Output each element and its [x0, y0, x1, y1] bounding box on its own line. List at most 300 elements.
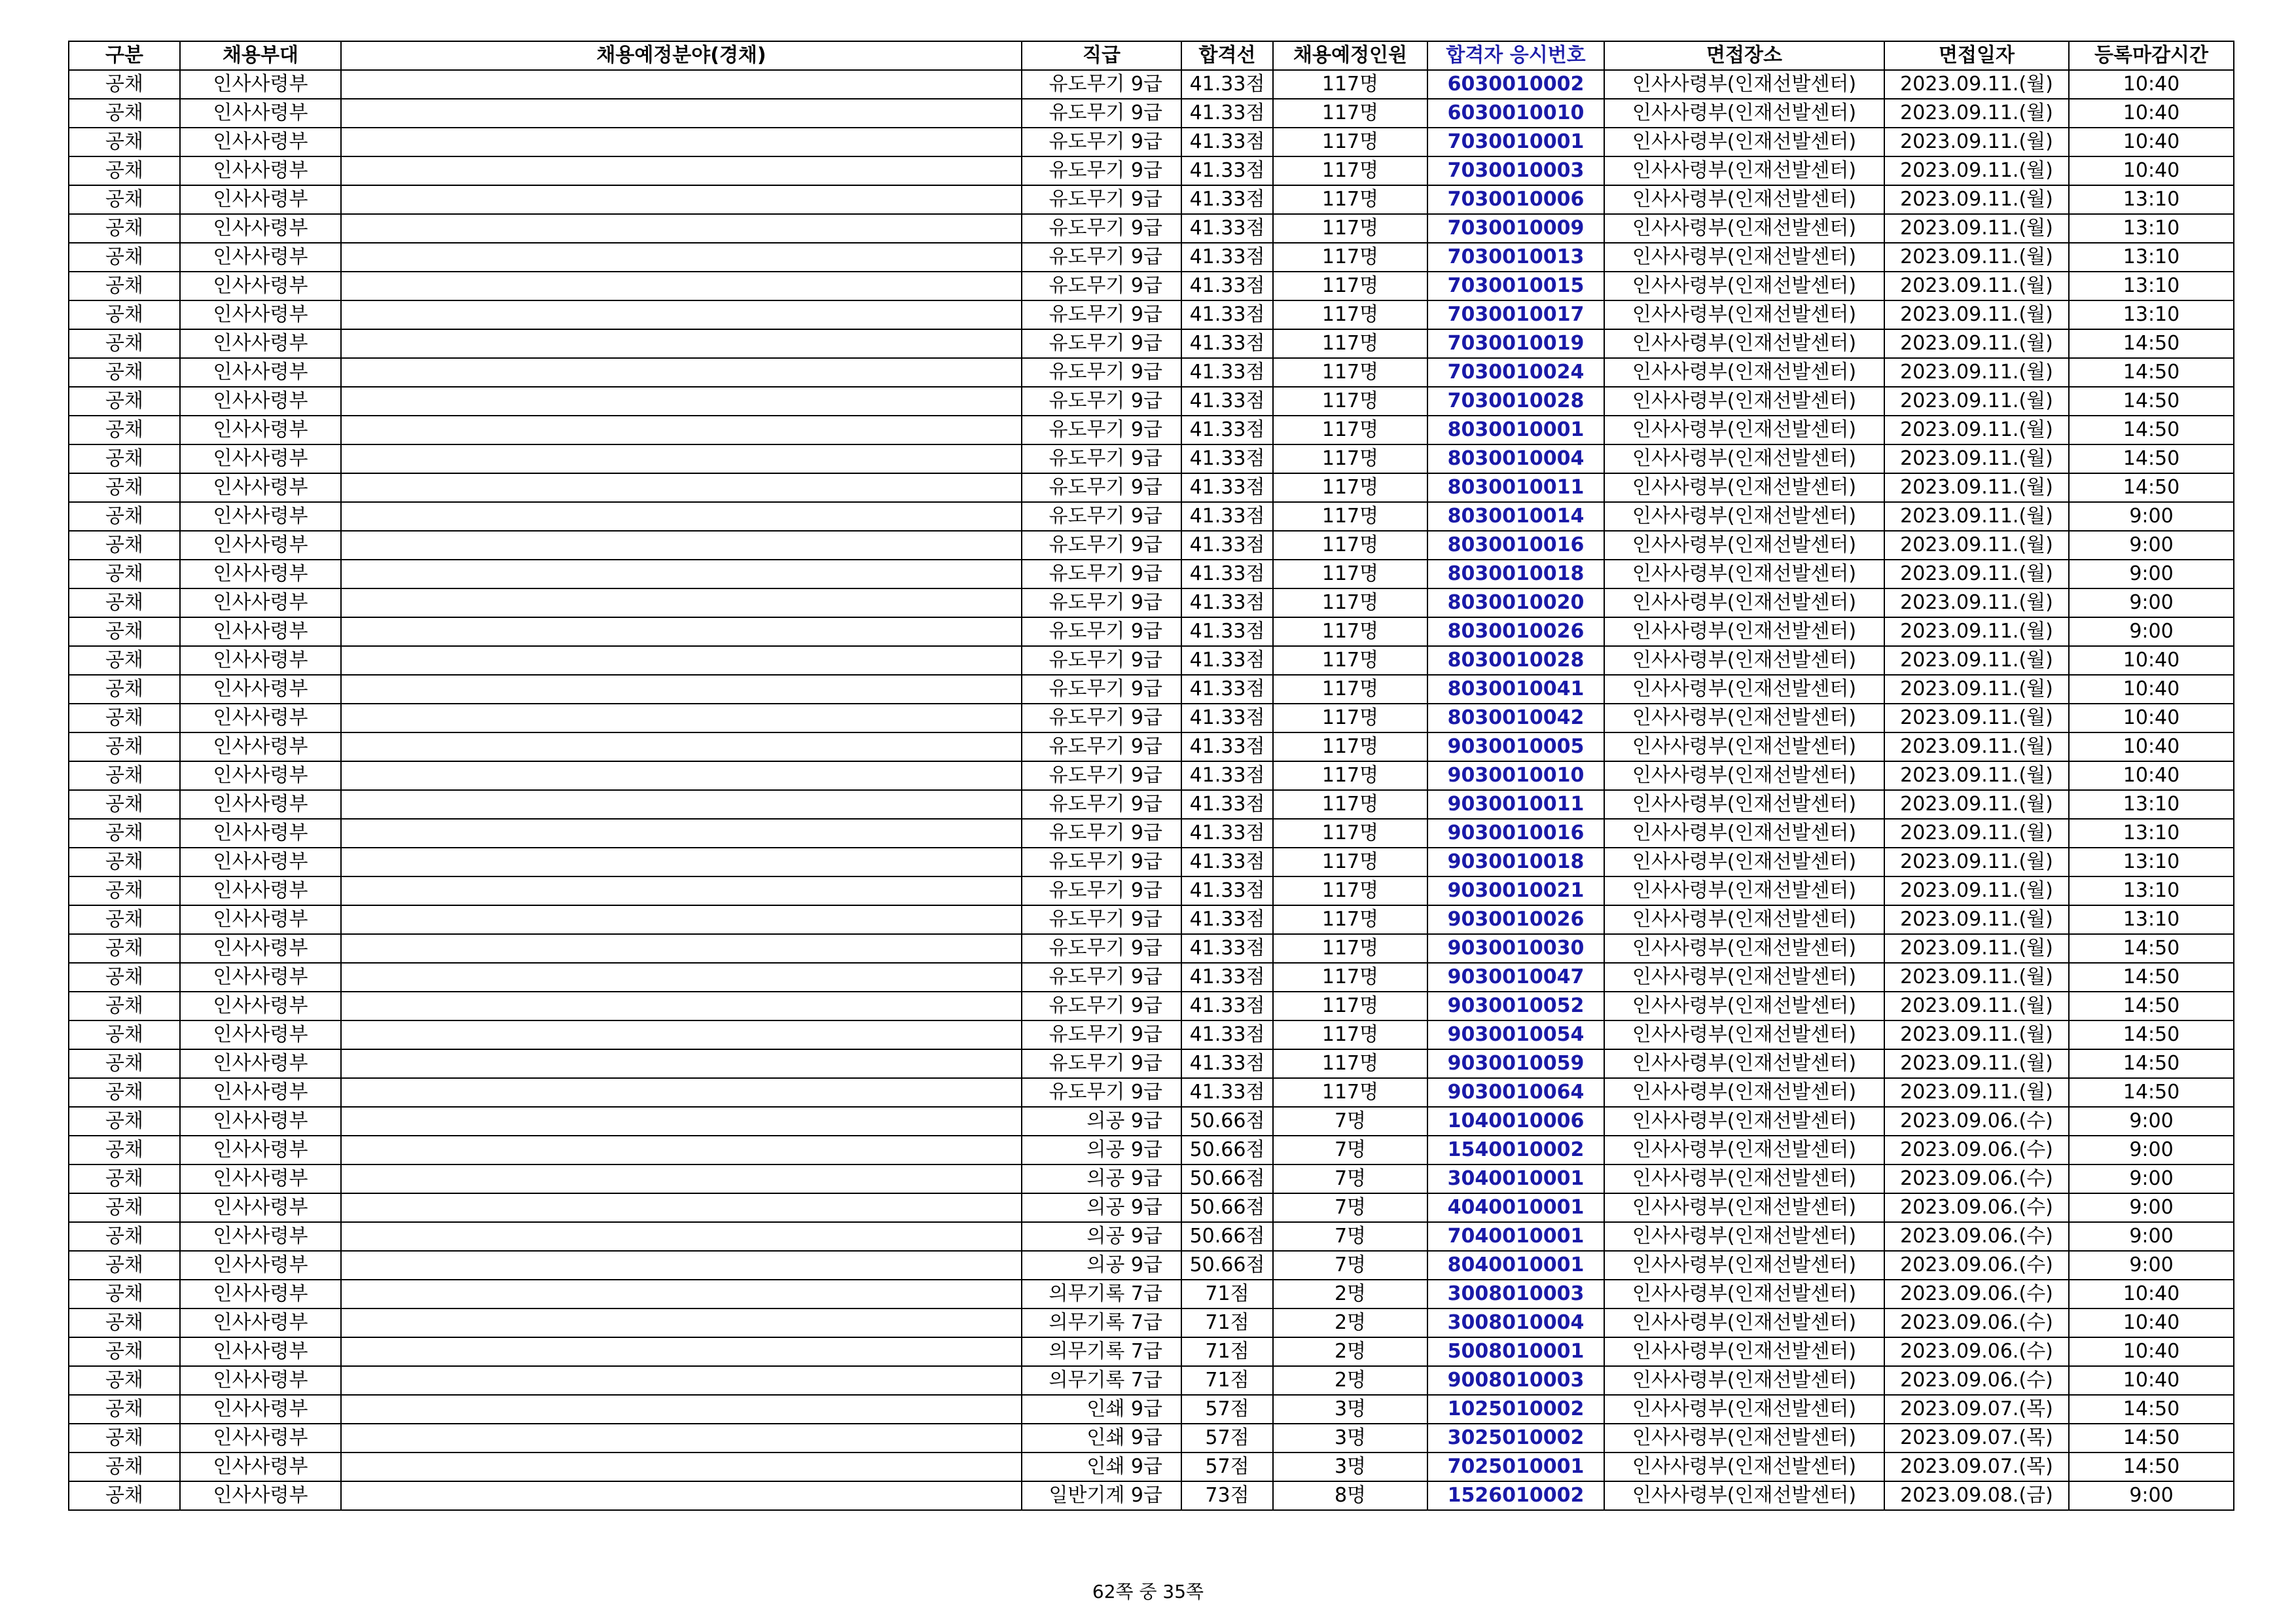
- date-cell: 2023.09.06.(수): [1884, 1164, 2069, 1193]
- location-cell: 인사사령부(인재선발센터): [1604, 1222, 1884, 1251]
- location-cell: 인사사령부(인재선발센터): [1604, 646, 1884, 675]
- grade-cell: 유도무기 9급: [1022, 992, 1181, 1020]
- exam-number-cell: 7030010019: [1427, 329, 1604, 358]
- exam-number-cell: 9030010052: [1427, 992, 1604, 1020]
- unit-cell: 인사사령부: [180, 387, 341, 416]
- unit-cell: 인사사령부: [180, 473, 341, 502]
- field-cell: [341, 560, 1022, 588]
- date-cell: 2023.09.11.(월): [1884, 444, 2069, 473]
- deadline-cell: 9:00: [2069, 560, 2234, 588]
- type-cell: 공채: [69, 992, 180, 1020]
- exam-number-cell: 9030010011: [1427, 790, 1604, 819]
- date-cell: 2023.09.11.(월): [1884, 1020, 2069, 1049]
- type-cell: 공채: [69, 732, 180, 761]
- field-cell: [341, 1222, 1022, 1251]
- headcount-cell: 117명: [1273, 646, 1427, 675]
- exam-number-cell: 8030010011: [1427, 473, 1604, 502]
- grade-cell: 유도무기 9급: [1022, 531, 1181, 560]
- location-cell: 인사사령부(인재선발센터): [1604, 531, 1884, 560]
- headcount-cell: 117명: [1273, 416, 1427, 444]
- field-cell: [341, 1453, 1022, 1481]
- exam-number-cell: 7030010009: [1427, 214, 1604, 243]
- exam-number-cell: 7040010001: [1427, 1222, 1604, 1251]
- cutoff-cell: 41.33점: [1181, 329, 1273, 358]
- table-row: [69, 617, 2234, 646]
- exam-number-cell: 8040010001: [1427, 1251, 1604, 1280]
- exam-number-cell: 7025010001: [1427, 1453, 1604, 1481]
- cutoff-cell: 41.33점: [1181, 214, 1273, 243]
- grade-cell: 유도무기 9급: [1022, 588, 1181, 617]
- unit-cell: 인사사령부: [180, 704, 341, 732]
- field-cell: [341, 704, 1022, 732]
- type-cell: 공채: [69, 617, 180, 646]
- exam-number-cell: 7030010017: [1427, 300, 1604, 329]
- col-header-exam-number: 합격자 응시번호: [1427, 41, 1604, 70]
- headcount-cell: 117명: [1273, 732, 1427, 761]
- headcount-cell: 117명: [1273, 300, 1427, 329]
- grade-cell: 유도무기 9급: [1022, 963, 1181, 992]
- location-cell: 인사사령부(인재선발센터): [1604, 128, 1884, 156]
- deadline-cell: 13:10: [2069, 300, 2234, 329]
- headcount-cell: 2명: [1273, 1337, 1427, 1366]
- grade-cell: 유도무기 9급: [1022, 1020, 1181, 1049]
- headcount-cell: 7명: [1273, 1136, 1427, 1164]
- location-cell: 인사사령부(인재선발센터): [1604, 300, 1884, 329]
- headcount-cell: 2명: [1273, 1308, 1427, 1337]
- grade-cell: 유도무기 9급: [1022, 876, 1181, 905]
- unit-cell: 인사사령부: [180, 243, 341, 272]
- type-cell: 공채: [69, 1078, 180, 1107]
- grade-cell: 의무기록 7급: [1022, 1366, 1181, 1395]
- date-cell: 2023.09.11.(월): [1884, 387, 2069, 416]
- type-cell: 공채: [69, 243, 180, 272]
- headcount-cell: 117명: [1273, 185, 1427, 214]
- deadline-cell: 10:40: [2069, 646, 2234, 675]
- location-cell: 인사사령부(인재선발센터): [1604, 963, 1884, 992]
- grade-cell: 유도무기 9급: [1022, 1049, 1181, 1078]
- cutoff-cell: 41.33점: [1181, 963, 1273, 992]
- date-cell: 2023.09.11.(월): [1884, 1078, 2069, 1107]
- table-row: [69, 588, 2234, 617]
- exam-number-cell: 7030010013: [1427, 243, 1604, 272]
- deadline-cell: 9:00: [2069, 1107, 2234, 1136]
- headcount-cell: 117명: [1273, 243, 1427, 272]
- exam-number-cell: 8030010016: [1427, 531, 1604, 560]
- table-row: [69, 1280, 2234, 1308]
- cutoff-cell: 41.33점: [1181, 272, 1273, 300]
- col-header-cutoff: 합격선: [1181, 41, 1273, 70]
- exam-number-cell: 7030010024: [1427, 358, 1604, 387]
- deadline-cell: 9:00: [2069, 1164, 2234, 1193]
- grade-cell: 유도무기 9급: [1022, 704, 1181, 732]
- deadline-cell: 10:40: [2069, 761, 2234, 790]
- location-cell: 인사사령부(인재선발센터): [1604, 560, 1884, 588]
- field-cell: [341, 99, 1022, 128]
- date-cell: 2023.09.06.(수): [1884, 1136, 2069, 1164]
- table-row: [69, 1164, 2234, 1193]
- unit-cell: 인사사령부: [180, 1453, 341, 1481]
- type-cell: 공채: [69, 588, 180, 617]
- type-cell: 공채: [69, 214, 180, 243]
- date-cell: 2023.09.11.(월): [1884, 675, 2069, 704]
- date-cell: 2023.09.11.(월): [1884, 329, 2069, 358]
- location-cell: 인사사령부(인재선발센터): [1604, 876, 1884, 905]
- table-row: [69, 502, 2234, 531]
- type-cell: 공채: [69, 416, 180, 444]
- deadline-cell: 9:00: [2069, 531, 2234, 560]
- type-cell: 공채: [69, 1251, 180, 1280]
- unit-cell: 인사사령부: [180, 1308, 341, 1337]
- date-cell: 2023.09.07.(목): [1884, 1424, 2069, 1453]
- cutoff-cell: 41.33점: [1181, 416, 1273, 444]
- col-header-headcount: 채용예정인원: [1273, 41, 1427, 70]
- grade-cell: 의공 9급: [1022, 1251, 1181, 1280]
- cutoff-cell: 71점: [1181, 1280, 1273, 1308]
- headcount-cell: 117명: [1273, 531, 1427, 560]
- location-cell: 인사사령부(인재선발센터): [1604, 1251, 1884, 1280]
- field-cell: [341, 300, 1022, 329]
- type-cell: 공채: [69, 675, 180, 704]
- table-row: [69, 1453, 2234, 1481]
- location-cell: 인사사령부(인재선발센터): [1604, 1136, 1884, 1164]
- exam-number-cell: 3008010003: [1427, 1280, 1604, 1308]
- table-row: [69, 1251, 2234, 1280]
- field-cell: [341, 1251, 1022, 1280]
- type-cell: 공채: [69, 473, 180, 502]
- cutoff-cell: 50.66점: [1181, 1222, 1273, 1251]
- exam-number-cell: 7030010003: [1427, 156, 1604, 185]
- exam-number-cell: 9030010010: [1427, 761, 1604, 790]
- headcount-cell: 117명: [1273, 272, 1427, 300]
- date-cell: 2023.09.11.(월): [1884, 588, 2069, 617]
- exam-number-cell: 8030010001: [1427, 416, 1604, 444]
- table-row: [69, 934, 2234, 963]
- headcount-cell: 117명: [1273, 70, 1427, 99]
- cutoff-cell: 41.33점: [1181, 243, 1273, 272]
- location-cell: 인사사령부(인재선발센터): [1604, 70, 1884, 99]
- deadline-cell: 14:50: [2069, 1395, 2234, 1424]
- location-cell: 인사사령부(인재선발센터): [1604, 473, 1884, 502]
- headcount-cell: 117명: [1273, 905, 1427, 934]
- location-cell: 인사사령부(인재선발센터): [1604, 1164, 1884, 1193]
- date-cell: 2023.09.11.(월): [1884, 848, 2069, 876]
- type-cell: 공채: [69, 1280, 180, 1308]
- cutoff-cell: 41.33점: [1181, 732, 1273, 761]
- field-cell: [341, 732, 1022, 761]
- exam-number-cell: 1025010002: [1427, 1395, 1604, 1424]
- unit-cell: 인사사령부: [180, 502, 341, 531]
- deadline-cell: 10:40: [2069, 1337, 2234, 1366]
- table-row: [69, 1020, 2234, 1049]
- grade-cell: 유도무기 9급: [1022, 416, 1181, 444]
- type-cell: 공채: [69, 848, 180, 876]
- field-cell: [341, 934, 1022, 963]
- headcount-cell: 117명: [1273, 992, 1427, 1020]
- field-cell: [341, 1136, 1022, 1164]
- unit-cell: 인사사령부: [180, 1337, 341, 1366]
- type-cell: 공채: [69, 934, 180, 963]
- headcount-cell: 117명: [1273, 128, 1427, 156]
- cutoff-cell: 41.33점: [1181, 444, 1273, 473]
- date-cell: 2023.09.11.(월): [1884, 300, 2069, 329]
- grade-cell: 유도무기 9급: [1022, 617, 1181, 646]
- date-cell: 2023.09.06.(수): [1884, 1366, 2069, 1395]
- unit-cell: 인사사령부: [180, 1481, 341, 1510]
- field-cell: [341, 675, 1022, 704]
- cutoff-cell: 57점: [1181, 1395, 1273, 1424]
- exam-number-cell: 1526010002: [1427, 1481, 1604, 1510]
- headcount-cell: 117명: [1273, 99, 1427, 128]
- type-cell: 공채: [69, 905, 180, 934]
- exam-number-cell: 9030010064: [1427, 1078, 1604, 1107]
- cutoff-cell: 41.33점: [1181, 387, 1273, 416]
- grade-cell: 유도무기 9급: [1022, 848, 1181, 876]
- field-cell: [341, 70, 1022, 99]
- unit-cell: 인사사령부: [180, 848, 341, 876]
- grade-cell: 인쇄 9급: [1022, 1424, 1181, 1453]
- grade-cell: 의무기록 7급: [1022, 1280, 1181, 1308]
- unit-cell: 인사사령부: [180, 416, 341, 444]
- type-cell: 공채: [69, 1193, 180, 1222]
- headcount-cell: 7명: [1273, 1222, 1427, 1251]
- type-cell: 공채: [69, 1136, 180, 1164]
- exam-number-cell: 8030010041: [1427, 675, 1604, 704]
- headcount-cell: 117명: [1273, 358, 1427, 387]
- date-cell: 2023.09.11.(월): [1884, 185, 2069, 214]
- date-cell: 2023.09.11.(월): [1884, 1049, 2069, 1078]
- unit-cell: 인사사령부: [180, 128, 341, 156]
- table-row: [69, 819, 2234, 848]
- deadline-cell: 13:10: [2069, 185, 2234, 214]
- deadline-cell: 14:50: [2069, 387, 2234, 416]
- table-row: [69, 1337, 2234, 1366]
- header-row: [69, 41, 2234, 70]
- unit-cell: 인사사령부: [180, 1078, 341, 1107]
- grade-cell: 유도무기 9급: [1022, 1078, 1181, 1107]
- cutoff-cell: 41.33점: [1181, 1049, 1273, 1078]
- deadline-cell: 14:50: [2069, 444, 2234, 473]
- field-cell: [341, 502, 1022, 531]
- deadline-cell: 14:50: [2069, 1424, 2234, 1453]
- field-cell: [341, 876, 1022, 905]
- deadline-cell: 10:40: [2069, 675, 2234, 704]
- table-row: [69, 732, 2234, 761]
- type-cell: 공채: [69, 704, 180, 732]
- table-row: [69, 905, 2234, 934]
- table-row: [69, 560, 2234, 588]
- grade-cell: 유도무기 9급: [1022, 934, 1181, 963]
- date-cell: 2023.09.11.(월): [1884, 704, 2069, 732]
- table-row: [69, 1222, 2234, 1251]
- location-cell: 인사사령부(인재선발센터): [1604, 1193, 1884, 1222]
- date-cell: 2023.09.11.(월): [1884, 905, 2069, 934]
- unit-cell: 인사사령부: [180, 905, 341, 934]
- grade-cell: 유도무기 9급: [1022, 560, 1181, 588]
- date-cell: 2023.09.06.(수): [1884, 1251, 2069, 1280]
- location-cell: 인사사령부(인재선발센터): [1604, 790, 1884, 819]
- headcount-cell: 7명: [1273, 1251, 1427, 1280]
- field-cell: [341, 1020, 1022, 1049]
- field-cell: [341, 272, 1022, 300]
- headcount-cell: 7명: [1273, 1164, 1427, 1193]
- table-row: [69, 963, 2234, 992]
- date-cell: 2023.09.11.(월): [1884, 732, 2069, 761]
- grade-cell: 인쇄 9급: [1022, 1395, 1181, 1424]
- headcount-cell: 117명: [1273, 934, 1427, 963]
- type-cell: 공채: [69, 329, 180, 358]
- cutoff-cell: 41.33점: [1181, 934, 1273, 963]
- type-cell: 공채: [69, 1337, 180, 1366]
- table-row: [69, 416, 2234, 444]
- grade-cell: 유도무기 9급: [1022, 819, 1181, 848]
- type-cell: 공채: [69, 185, 180, 214]
- exam-number-cell: 7030010001: [1427, 128, 1604, 156]
- grade-cell: 유도무기 9급: [1022, 156, 1181, 185]
- date-cell: 2023.09.11.(월): [1884, 819, 2069, 848]
- headcount-cell: 117명: [1273, 156, 1427, 185]
- date-cell: 2023.09.11.(월): [1884, 617, 2069, 646]
- type-cell: 공채: [69, 1424, 180, 1453]
- cutoff-cell: 57점: [1181, 1424, 1273, 1453]
- unit-cell: 인사사령부: [180, 1136, 341, 1164]
- deadline-cell: 10:40: [2069, 128, 2234, 156]
- grade-cell: 유도무기 9급: [1022, 300, 1181, 329]
- date-cell: 2023.09.11.(월): [1884, 214, 2069, 243]
- exam-number-cell: 5008010001: [1427, 1337, 1604, 1366]
- date-cell: 2023.09.11.(월): [1884, 156, 2069, 185]
- location-cell: 인사사령부(인재선발센터): [1604, 1337, 1884, 1366]
- grade-cell: 유도무기 9급: [1022, 905, 1181, 934]
- date-cell: 2023.09.11.(월): [1884, 358, 2069, 387]
- unit-cell: 인사사령부: [180, 876, 341, 905]
- deadline-cell: 13:10: [2069, 905, 2234, 934]
- headcount-cell: 117명: [1273, 790, 1427, 819]
- deadline-cell: 14:50: [2069, 1453, 2234, 1481]
- grade-cell: 유도무기 9급: [1022, 214, 1181, 243]
- unit-cell: 인사사령부: [180, 1251, 341, 1280]
- grade-cell: 유도무기 9급: [1022, 790, 1181, 819]
- cutoff-cell: 41.33점: [1181, 1020, 1273, 1049]
- type-cell: 공채: [69, 1107, 180, 1136]
- type-cell: 공채: [69, 1020, 180, 1049]
- headcount-cell: 117명: [1273, 704, 1427, 732]
- col-header-grade: 직급: [1022, 41, 1181, 70]
- unit-cell: 인사사령부: [180, 819, 341, 848]
- field-cell: [341, 416, 1022, 444]
- field-cell: [341, 531, 1022, 560]
- exam-number-cell: 6030010010: [1427, 99, 1604, 128]
- unit-cell: 인사사령부: [180, 1049, 341, 1078]
- exam-number-cell: 3025010002: [1427, 1424, 1604, 1453]
- type-cell: 공채: [69, 819, 180, 848]
- unit-cell: 인사사령부: [180, 1395, 341, 1424]
- deadline-cell: 13:10: [2069, 214, 2234, 243]
- date-cell: 2023.09.11.(월): [1884, 128, 2069, 156]
- location-cell: 인사사령부(인재선발센터): [1604, 1453, 1884, 1481]
- headcount-cell: 117명: [1273, 387, 1427, 416]
- grade-cell: 유도무기 9급: [1022, 502, 1181, 531]
- field-cell: [341, 444, 1022, 473]
- deadline-cell: 9:00: [2069, 1481, 2234, 1510]
- unit-cell: 인사사령부: [180, 358, 341, 387]
- field-cell: [341, 617, 1022, 646]
- type-cell: 공채: [69, 1481, 180, 1510]
- unit-cell: 인사사령부: [180, 732, 341, 761]
- date-cell: 2023.09.11.(월): [1884, 70, 2069, 99]
- headcount-cell: 117명: [1273, 588, 1427, 617]
- table-row: [69, 156, 2234, 185]
- field-cell: [341, 387, 1022, 416]
- table-row: [69, 876, 2234, 905]
- type-cell: 공채: [69, 790, 180, 819]
- field-cell: [341, 128, 1022, 156]
- headcount-cell: 117명: [1273, 473, 1427, 502]
- field-cell: [341, 761, 1022, 790]
- grade-cell: 의공 9급: [1022, 1107, 1181, 1136]
- location-cell: 인사사령부(인재선발센터): [1604, 588, 1884, 617]
- col-header-unit: 채용부대: [180, 41, 341, 70]
- location-cell: 인사사령부(인재선발센터): [1604, 1280, 1884, 1308]
- headcount-cell: 7명: [1273, 1107, 1427, 1136]
- date-cell: 2023.09.11.(월): [1884, 243, 2069, 272]
- cutoff-cell: 41.33점: [1181, 1078, 1273, 1107]
- date-cell: 2023.09.11.(월): [1884, 531, 2069, 560]
- unit-cell: 인사사령부: [180, 1222, 341, 1251]
- location-cell: 인사사령부(인재선발센터): [1604, 416, 1884, 444]
- exam-number-cell: 9030010026: [1427, 905, 1604, 934]
- unit-cell: 인사사령부: [180, 1424, 341, 1453]
- date-cell: 2023.09.11.(월): [1884, 416, 2069, 444]
- exam-number-cell: 3008010004: [1427, 1308, 1604, 1337]
- type-cell: 공채: [69, 531, 180, 560]
- date-cell: 2023.09.06.(수): [1884, 1193, 2069, 1222]
- headcount-cell: 2명: [1273, 1280, 1427, 1308]
- deadline-cell: 10:40: [2069, 1280, 2234, 1308]
- type-cell: 공채: [69, 387, 180, 416]
- field-cell: [341, 1481, 1022, 1510]
- exam-number-cell: 7030010006: [1427, 185, 1604, 214]
- headcount-cell: 117명: [1273, 819, 1427, 848]
- table-row: [69, 300, 2234, 329]
- headcount-cell: 117명: [1273, 214, 1427, 243]
- location-cell: 인사사령부(인재선발센터): [1604, 329, 1884, 358]
- type-cell: 공채: [69, 502, 180, 531]
- cutoff-cell: 41.33점: [1181, 819, 1273, 848]
- field-cell: [341, 819, 1022, 848]
- field-cell: [341, 1337, 1022, 1366]
- grade-cell: 일반기계 9급: [1022, 1481, 1181, 1510]
- deadline-cell: 14:50: [2069, 963, 2234, 992]
- unit-cell: 인사사령부: [180, 963, 341, 992]
- type-cell: 공채: [69, 300, 180, 329]
- cutoff-cell: 41.33점: [1181, 300, 1273, 329]
- unit-cell: 인사사령부: [180, 156, 341, 185]
- deadline-cell: 14:50: [2069, 473, 2234, 502]
- headcount-cell: 117명: [1273, 1049, 1427, 1078]
- exam-number-cell: 9008010003: [1427, 1366, 1604, 1395]
- grade-cell: 인쇄 9급: [1022, 1453, 1181, 1481]
- date-cell: 2023.09.11.(월): [1884, 876, 2069, 905]
- table-row: [69, 387, 2234, 416]
- unit-cell: 인사사령부: [180, 531, 341, 560]
- location-cell: 인사사령부(인재선발센터): [1604, 1395, 1884, 1424]
- headcount-cell: 117명: [1273, 761, 1427, 790]
- cutoff-cell: 41.33점: [1181, 358, 1273, 387]
- location-cell: 인사사령부(인재선발센터): [1604, 272, 1884, 300]
- grade-cell: 의공 9급: [1022, 1193, 1181, 1222]
- table-row: [69, 1078, 2234, 1107]
- cutoff-cell: 41.33점: [1181, 502, 1273, 531]
